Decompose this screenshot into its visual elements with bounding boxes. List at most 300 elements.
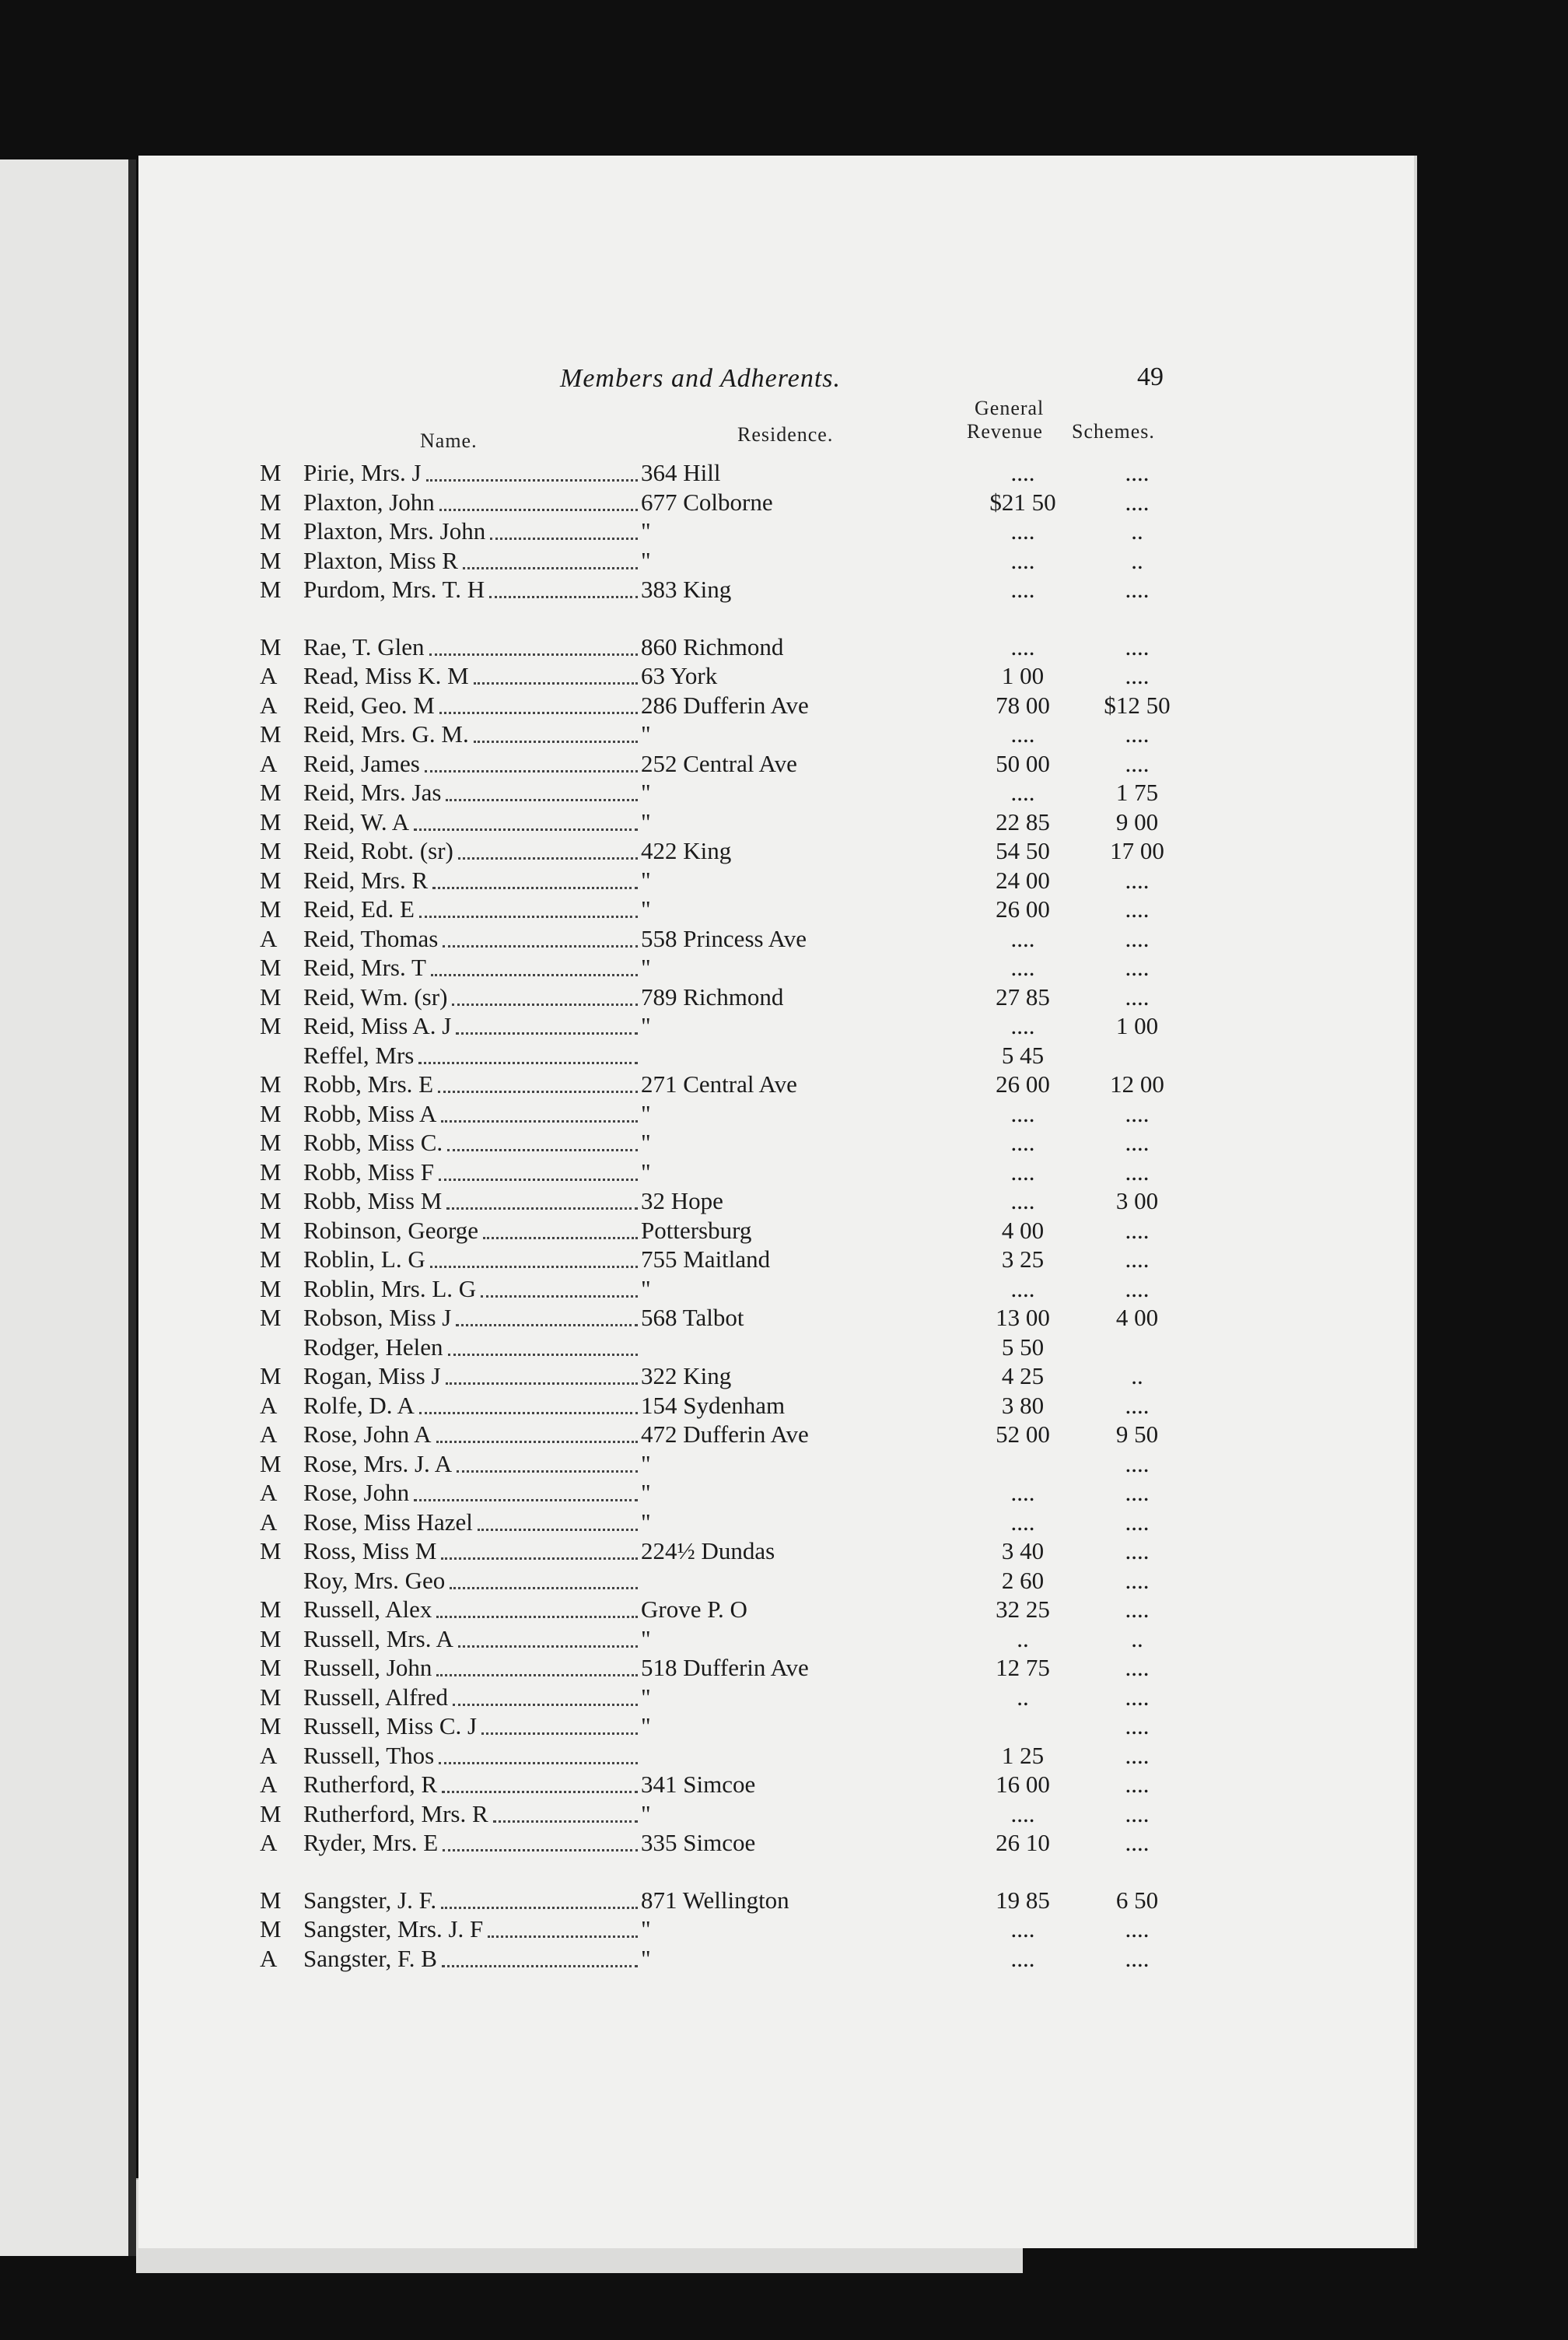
list-item — [0, 1304, 1244, 1333]
page-number: 49 — [1137, 363, 1164, 391]
residence-cell: " — [641, 1099, 651, 1127]
member-type-cell: M — [260, 488, 282, 516]
dot-leader — [463, 564, 638, 569]
schemes-cell: .... — [1125, 1274, 1150, 1302]
name-cell: Robb, Miss A — [303, 1099, 437, 1127]
name-cell: Plaxton, John — [303, 488, 435, 516]
name-cell: Reid, Mrs. R — [303, 866, 429, 894]
dot-leader — [439, 1759, 638, 1764]
general-revenue-cell: 3 40 — [1001, 1537, 1045, 1564]
dot-leader — [442, 1962, 638, 1967]
residence-cell: " — [641, 1129, 651, 1156]
dot-leader — [447, 1146, 638, 1151]
dot-leader — [438, 1088, 638, 1093]
dot-leader — [439, 1175, 638, 1181]
member-type-cell: M — [260, 546, 282, 574]
general-revenue-cell: 54 50 — [996, 837, 1050, 864]
name-cell: Robb, Miss C. — [303, 1129, 443, 1156]
name-cell: Rose, Miss Hazel — [303, 1508, 473, 1536]
general-revenue-cell: 19 85 — [996, 1886, 1050, 1914]
member-type-cell: M — [260, 517, 282, 545]
name-cell: Rutherford, Mrs. R — [303, 1799, 488, 1827]
general-revenue-cell: 5 50 — [1001, 1333, 1045, 1361]
name-cell: Reid, Wm. (sr) — [303, 983, 448, 1011]
list-item — [0, 662, 1244, 692]
residence-cell: " — [641, 1944, 651, 1972]
dot-leader — [441, 1117, 638, 1123]
list-item — [0, 779, 1244, 808]
member-type-cell: A — [260, 662, 278, 689]
dot-leader — [493, 1817, 638, 1823]
name-cell: Reid, Thomas — [303, 924, 439, 952]
list-item — [0, 1654, 1244, 1683]
schemes-cell: .... — [1125, 1683, 1150, 1711]
residence-cell: " — [641, 866, 651, 894]
name-cell: Sangster, J. F. — [303, 1886, 437, 1914]
schemes-cell: .... — [1125, 1566, 1150, 1594]
member-type-cell: M — [260, 1245, 282, 1273]
name-cell: Ryder, Mrs. E — [303, 1829, 439, 1856]
member-type-cell: M — [260, 1712, 282, 1739]
schemes-cell: .... — [1125, 1799, 1150, 1827]
name-cell: Reid, Miss A. J — [303, 1012, 452, 1039]
name-cell: Robb, Miss F — [303, 1158, 434, 1186]
general-revenue-cell: .. — [1017, 1624, 1029, 1652]
member-type-cell: A — [260, 1479, 278, 1506]
residence-cell: " — [641, 1479, 651, 1506]
name-cell: Reid, James — [303, 749, 420, 777]
list-item — [0, 1129, 1244, 1158]
general-revenue-cell: .... — [1010, 1274, 1035, 1302]
header-name: Name. — [420, 429, 478, 452]
list-item — [0, 489, 1244, 518]
member-type-cell: M — [260, 1012, 282, 1039]
member-type-cell: M — [260, 1596, 282, 1623]
dot-leader — [453, 1701, 638, 1706]
list-item — [0, 1537, 1244, 1567]
list-item — [0, 692, 1244, 721]
general-revenue-cell: .... — [1010, 1187, 1035, 1214]
dot-leader — [483, 1234, 638, 1239]
name-cell: Russell, Mrs. A — [303, 1624, 453, 1652]
schemes-cell: 6 50 — [1115, 1886, 1159, 1914]
dot-leader — [439, 506, 638, 511]
member-type-cell: M — [260, 459, 282, 486]
name-cell: Plaxton, Mrs. John — [303, 517, 486, 545]
list-item — [0, 1333, 1244, 1363]
member-type-cell: M — [260, 807, 282, 835]
name-cell: Reid, Ed. E — [303, 895, 415, 923]
name-cell: Robinson, George — [303, 1216, 479, 1244]
residence-cell: Grove P. O — [641, 1596, 747, 1623]
dot-leader — [414, 1496, 638, 1501]
residence-cell: " — [641, 517, 651, 545]
general-revenue-cell: .... — [1010, 924, 1035, 952]
residence-cell: 341 Simcoe — [641, 1771, 756, 1798]
member-type-cell: M — [260, 1362, 282, 1389]
list-item — [0, 547, 1244, 576]
schemes-cell: .... — [1125, 1099, 1150, 1127]
schemes-cell: .... — [1125, 632, 1150, 660]
general-revenue-cell: 16 00 — [996, 1771, 1050, 1798]
member-type-cell: M — [260, 837, 282, 864]
name-cell: Russell, Alex — [303, 1596, 432, 1623]
member-type-cell: A — [260, 749, 278, 777]
dot-leader — [436, 1671, 638, 1676]
schemes-cell: .... — [1125, 488, 1150, 516]
residence-cell: " — [641, 1012, 651, 1039]
member-type-cell: M — [260, 1129, 282, 1156]
schemes-cell: .... — [1125, 1216, 1150, 1244]
residence-cell: 322 King — [641, 1362, 732, 1389]
name-cell: Purdom, Mrs. T. H — [303, 576, 485, 603]
general-revenue-cell: 3 80 — [1001, 1391, 1045, 1419]
dot-leader — [474, 679, 638, 685]
name-cell: Rolfe, D. A — [303, 1391, 415, 1419]
list-item — [0, 1100, 1244, 1130]
dot-leader — [456, 1321, 638, 1326]
name-cell: Rose, John — [303, 1479, 410, 1506]
list-item — [0, 1420, 1244, 1450]
list-item — [0, 1362, 1244, 1392]
name-cell: Rogan, Miss J — [303, 1362, 441, 1389]
dot-leader — [458, 854, 638, 860]
list-item — [0, 808, 1244, 838]
residence-cell: " — [641, 1683, 651, 1711]
dot-leader — [489, 593, 638, 598]
list-item — [0, 1217, 1244, 1246]
general-revenue-cell: 4 00 — [1001, 1216, 1045, 1244]
name-cell: Robb, Miss M — [303, 1187, 443, 1214]
name-cell: Ross, Miss M — [303, 1537, 437, 1564]
schemes-cell: $12 50 — [1104, 691, 1171, 719]
general-revenue-cell: .... — [1010, 1944, 1035, 1972]
schemes-cell: .. — [1131, 517, 1143, 545]
dot-leader — [478, 1526, 638, 1531]
schemes-cell: 12 00 — [1110, 1070, 1164, 1098]
general-revenue-cell: .... — [1010, 1508, 1035, 1536]
general-revenue-cell: $21 50 — [989, 488, 1056, 516]
general-revenue-cell: .... — [1010, 1129, 1035, 1156]
residence-cell: 364 Hill — [641, 459, 721, 486]
name-cell: Roblin, Mrs. L. G — [303, 1274, 477, 1302]
schemes-cell: .... — [1125, 576, 1150, 603]
name-cell: Roblin, L. G — [303, 1245, 425, 1273]
dot-leader — [448, 1350, 638, 1356]
schemes-cell: .... — [1125, 1391, 1150, 1419]
name-cell: Sangster, F. B — [303, 1944, 437, 1972]
schemes-cell: .... — [1125, 1654, 1150, 1681]
list-item — [0, 1158, 1244, 1188]
name-cell: Rutherford, R — [303, 1771, 438, 1798]
member-type-cell: A — [260, 1741, 278, 1769]
dot-leader — [443, 1846, 638, 1851]
residence-cell: 677 Colborne — [641, 488, 773, 516]
residence-cell: " — [641, 1712, 651, 1739]
schemes-cell: .... — [1125, 662, 1150, 689]
name-cell: Russell, Alfred — [303, 1683, 448, 1711]
schemes-cell: .... — [1125, 1915, 1150, 1942]
list-item — [0, 1508, 1244, 1538]
general-revenue-cell: 32 25 — [996, 1596, 1050, 1623]
member-type-cell: M — [260, 720, 282, 748]
general-revenue-cell: 22 85 — [996, 807, 1050, 835]
schemes-cell: .. — [1131, 1362, 1143, 1389]
list-item — [0, 1886, 1244, 1916]
list-item — [0, 1829, 1244, 1858]
member-type-cell: M — [260, 866, 282, 894]
general-revenue-cell: 1 25 — [1001, 1741, 1045, 1769]
general-revenue-cell: 26 00 — [996, 895, 1050, 923]
list-item — [0, 1392, 1244, 1421]
residence-cell: 252 Central Ave — [641, 749, 797, 777]
schemes-cell: .. — [1131, 1624, 1143, 1652]
list-item — [0, 1742, 1244, 1771]
residence-cell: 558 Princess Ave — [641, 924, 807, 952]
residence-cell: 286 Dufferin Ave — [641, 691, 809, 719]
dot-leader — [419, 1409, 638, 1414]
residence-cell: " — [641, 1158, 651, 1186]
member-type-cell: M — [260, 1624, 282, 1652]
dot-leader — [481, 1292, 638, 1298]
list-item — [0, 633, 1244, 663]
general-revenue-cell: 3 25 — [1001, 1245, 1045, 1273]
name-cell: Russell, John — [303, 1654, 432, 1681]
dot-leader — [414, 825, 638, 831]
dot-leader — [442, 1788, 638, 1793]
list-item — [0, 1450, 1244, 1480]
list-item — [0, 1683, 1244, 1713]
member-type-cell: A — [260, 1771, 278, 1798]
schemes-cell: .... — [1125, 749, 1150, 777]
list-item — [0, 1712, 1244, 1742]
general-revenue-cell: 5 45 — [1001, 1041, 1045, 1069]
member-type-cell: M — [260, 1654, 282, 1681]
residence-cell: 383 King — [641, 576, 732, 603]
name-cell: Reid, W. A — [303, 807, 410, 835]
name-cell: Reid, Mrs. G. M. — [303, 720, 469, 748]
list-item — [0, 954, 1244, 983]
list-item — [0, 720, 1244, 750]
residence-cell: 472 Dufferin Ave — [641, 1420, 809, 1448]
dot-leader — [419, 913, 638, 918]
general-revenue-cell: .... — [1010, 1915, 1035, 1942]
general-revenue-cell: 12 75 — [996, 1654, 1050, 1681]
general-revenue-cell: .... — [1010, 546, 1035, 574]
dot-leader — [441, 1904, 638, 1909]
list-item — [0, 1479, 1244, 1508]
name-cell: Reffel, Mrs — [303, 1041, 415, 1069]
header-general-line1: General — [975, 397, 1045, 419]
member-type-cell: A — [260, 1508, 278, 1536]
schemes-cell: .... — [1125, 866, 1150, 894]
name-cell: Rae, T. Glen — [303, 632, 425, 660]
residence-cell: 32 Hope — [641, 1187, 723, 1214]
list-item — [0, 925, 1244, 955]
dot-leader — [446, 1204, 638, 1210]
general-revenue-cell: 26 00 — [996, 1070, 1050, 1098]
schemes-cell: .... — [1125, 1741, 1150, 1769]
general-revenue-cell: 1 00 — [1001, 662, 1045, 689]
residence-cell: " — [641, 1915, 651, 1942]
residence-cell: " — [641, 1508, 651, 1536]
member-type-cell: A — [260, 1944, 278, 1972]
general-revenue-cell: 4 25 — [1001, 1362, 1045, 1389]
member-type-cell: M — [260, 1449, 282, 1477]
dot-leader — [432, 884, 638, 889]
member-type-cell: M — [260, 576, 282, 603]
list-item — [0, 1187, 1244, 1217]
member-type-cell: A — [260, 691, 278, 719]
name-cell: Sangster, Mrs. J. F — [303, 1915, 484, 1942]
member-type-cell: M — [260, 1158, 282, 1186]
residence-cell: 871 Wellington — [641, 1886, 789, 1914]
residence-cell: 755 Maitland — [641, 1245, 771, 1273]
member-type-cell: M — [260, 1886, 282, 1914]
residence-cell: 63 York — [641, 662, 718, 689]
list-item — [0, 1245, 1244, 1275]
member-type-cell: M — [260, 895, 282, 923]
dot-leader — [426, 476, 638, 482]
residence-cell: 568 Talbot — [641, 1304, 744, 1331]
dot-leader — [430, 1263, 638, 1268]
member-type-cell: M — [260, 1915, 282, 1942]
general-revenue-cell: .. — [1017, 1683, 1029, 1711]
dot-leader — [457, 1467, 638, 1473]
general-revenue-cell: .... — [1010, 632, 1035, 660]
list-item — [0, 867, 1244, 896]
list-item — [0, 459, 1244, 489]
residence-cell: " — [641, 895, 651, 923]
dot-leader — [490, 534, 638, 540]
residence-cell: " — [641, 807, 651, 835]
name-cell: Plaxton, Miss R — [303, 546, 458, 574]
schemes-cell: .... — [1125, 1245, 1150, 1273]
schemes-cell: .. — [1131, 546, 1143, 574]
dot-leader — [425, 767, 638, 772]
member-type-cell: M — [260, 954, 282, 981]
schemes-cell: .... — [1125, 459, 1150, 486]
residence-cell: 518 Dufferin Ave — [641, 1654, 809, 1681]
dot-leader — [456, 1029, 638, 1035]
dot-leader — [450, 1584, 638, 1589]
general-revenue-cell: 27 85 — [996, 983, 1050, 1011]
list-item — [0, 1800, 1244, 1830]
schemes-cell: .... — [1125, 1158, 1150, 1186]
residence-cell: Pottersburg — [641, 1216, 752, 1244]
general-revenue-cell: .... — [1010, 779, 1035, 806]
list-item — [0, 576, 1244, 605]
name-cell: Rose, Mrs. J. A — [303, 1449, 453, 1477]
name-cell: Reid, Robt. (sr) — [303, 837, 453, 864]
schemes-cell: 17 00 — [1110, 837, 1164, 864]
header-general-line2: Revenue — [967, 420, 1043, 443]
dot-leader — [443, 942, 638, 948]
general-revenue-cell: 50 00 — [996, 749, 1050, 777]
general-revenue-cell: .... — [1010, 459, 1035, 486]
residence-cell: " — [641, 720, 651, 748]
schemes-cell: .... — [1125, 1829, 1150, 1856]
schemes-cell: 1 75 — [1115, 779, 1159, 806]
residence-cell: " — [641, 954, 651, 981]
schemes-cell: .... — [1125, 1479, 1150, 1506]
dot-leader — [474, 737, 638, 743]
member-type-cell: M — [260, 1274, 282, 1302]
name-cell: Reid, Geo. M — [303, 691, 435, 719]
schemes-cell: .... — [1125, 1712, 1150, 1739]
general-revenue-cell: .... — [1010, 1012, 1035, 1039]
dot-leader — [418, 1059, 638, 1064]
list-item — [0, 895, 1244, 925]
schemes-cell: 1 00 — [1115, 1012, 1159, 1039]
member-type-cell: M — [260, 1683, 282, 1711]
residence-cell: " — [641, 1449, 651, 1477]
schemes-cell: .... — [1125, 1508, 1150, 1536]
list-item — [0, 517, 1244, 547]
schemes-cell: .... — [1125, 1596, 1150, 1623]
member-type-cell: A — [260, 1420, 278, 1448]
list-item — [0, 750, 1244, 779]
name-cell: Rose, John A — [303, 1420, 432, 1448]
header-residence: Residence. — [737, 423, 834, 446]
name-cell: Roy, Mrs. Geo — [303, 1566, 446, 1594]
dot-leader — [446, 796, 638, 801]
member-type-cell: M — [260, 1537, 282, 1564]
dot-leader — [488, 1932, 638, 1938]
residence-cell: 224½ Dundas — [641, 1537, 775, 1564]
general-revenue-cell: 13 00 — [996, 1304, 1050, 1331]
list-item — [0, 1771, 1244, 1800]
general-revenue-cell: .... — [1010, 1479, 1035, 1506]
name-cell: Pirie, Mrs. J — [303, 459, 422, 486]
general-revenue-cell: .... — [1010, 1099, 1035, 1127]
general-revenue-cell: .... — [1010, 954, 1035, 981]
name-cell: Rodger, Helen — [303, 1333, 443, 1361]
dot-leader — [431, 971, 638, 976]
schemes-cell: .... — [1125, 895, 1150, 923]
dot-leader — [439, 709, 638, 714]
member-type-cell: A — [260, 1829, 278, 1856]
dot-leader — [458, 1642, 638, 1648]
general-revenue-cell: 2 60 — [1001, 1566, 1045, 1594]
schemes-cell: 3 00 — [1115, 1187, 1159, 1214]
member-type-cell: M — [260, 632, 282, 660]
residence-cell: " — [641, 1624, 651, 1652]
residence-cell: 335 Simcoe — [641, 1829, 756, 1856]
general-revenue-cell: 52 00 — [996, 1420, 1050, 1448]
schemes-cell: .... — [1125, 1129, 1150, 1156]
name-cell: Robb, Mrs. E — [303, 1070, 434, 1098]
list-item — [0, 1567, 1244, 1596]
name-cell: Robson, Miss J — [303, 1304, 452, 1331]
list-item — [0, 1596, 1244, 1625]
name-cell: Read, Miss K. M — [303, 662, 469, 689]
schemes-cell: .... — [1125, 1537, 1150, 1564]
dot-leader — [436, 1438, 638, 1443]
list-item — [0, 1915, 1244, 1945]
list-item — [0, 1070, 1244, 1100]
member-type-cell: M — [260, 779, 282, 806]
list-item — [0, 983, 1244, 1013]
list-item — [0, 1275, 1244, 1305]
general-revenue-cell: .... — [1010, 1799, 1035, 1827]
dot-leader — [441, 1554, 638, 1560]
member-type-cell: M — [260, 983, 282, 1011]
name-cell: Russell, Miss C. J — [303, 1712, 478, 1739]
member-type-cell: M — [260, 1099, 282, 1127]
residence-cell: 789 Richmond — [641, 983, 784, 1011]
general-revenue-cell: .... — [1010, 576, 1035, 603]
